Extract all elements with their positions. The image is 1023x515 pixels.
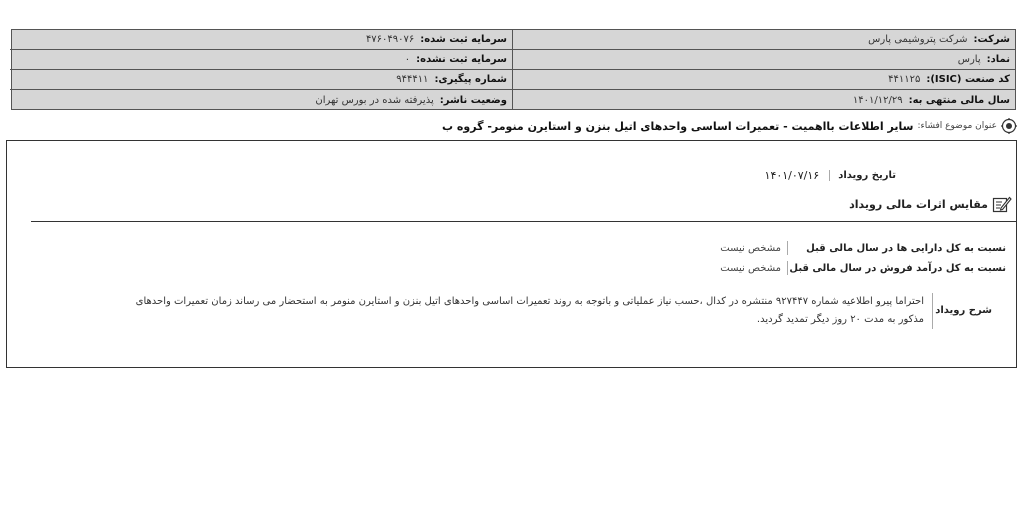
publisher-status-cell <box>10 90 512 110</box>
isic-cell <box>512 70 1015 90</box>
unregistered-capital-cell <box>10 50 512 70</box>
symbol-label: نماد: <box>986 54 1010 65</box>
event-date-label: تاریخ رویداد <box>829 170 896 181</box>
tracking-number-value: ۹۴۴۴۱۱ <box>396 74 429 85</box>
ratio-separator <box>787 241 788 255</box>
registered-capital-cell <box>10 30 512 50</box>
fiscal-year-value: ۱۴۰۱/۱۲/۲۹ <box>852 94 903 106</box>
company-info-table <box>11 29 1016 110</box>
event-description-row <box>72 293 992 329</box>
fiscal-year-label: سال مالی منتهی به: <box>908 94 1010 106</box>
isic-label: کد صنعت (ISIC): <box>926 74 1010 85</box>
event-panel <box>6 140 1017 368</box>
financial-effects-title: مقایس اثرات مالی رویداد <box>849 197 988 211</box>
target-icon <box>1001 118 1017 134</box>
unregistered-capital-label: سرمایه ثبت نشده: <box>416 54 507 65</box>
event-date-row <box>765 169 896 182</box>
isic-value: ۴۴۱۱۲۵ <box>888 74 921 85</box>
section-divider <box>31 221 1016 222</box>
unregistered-capital-value: ۰ <box>404 54 411 65</box>
ratio-assets-value: مشخص نیست <box>720 242 781 254</box>
ratio-revenue-row <box>720 261 1006 275</box>
tracking-number-cell <box>10 70 512 90</box>
fiscal-year-cell <box>512 90 1015 110</box>
ratio-revenue-label: نسبت به کل درآمد فروش در سال مالی قبل <box>789 262 1006 274</box>
symbol-value: پارس <box>957 54 981 65</box>
company-cell <box>512 30 1015 50</box>
publisher-status-label: وضعیت ناشر: <box>439 94 507 106</box>
symbol-cell <box>512 50 1015 70</box>
financial-effects-heading <box>849 195 1012 213</box>
event-description-text: احتراما پیرو اطلاعیه شماره ۹۲۷۴۴۷ منتشره در کدال ،حسب نیاز عملیاتی و باتوجه به روند تعمیرات اساسی واحدهای اتیل بنزن و استایرن منومر به استحضار می رساند زمان تعمیرات واحدهای مذکور به مدت ۲۰ روز دیگر تمدید گردید. <box>135 296 924 325</box>
event-date-value: ۱۴۰۱/۰۷/۱۶ <box>764 169 820 182</box>
company-value: شرکت پتروشیمی پارس <box>868 34 968 45</box>
tracking-number-label: شماره پیگیری: <box>434 74 507 85</box>
ratio-assets-label: نسبت به کل دارایی ها در سال مالی قبل <box>806 242 1006 254</box>
company-label: شرکت: <box>973 34 1010 45</box>
subject-title: سایر اطلاعات بااهمیت - تعمیرات اساسی واحدهای اتیل بنزن و استایرن منومر- گروه ب <box>442 119 914 133</box>
registered-capital-label: سرمایه ثبت شده: <box>420 34 507 45</box>
edit-note-icon <box>992 195 1012 213</box>
ratio-assets-row <box>720 241 1006 255</box>
ratio-revenue-value: مشخص نیست <box>720 262 781 274</box>
ratio-separator <box>787 261 788 275</box>
publisher-status-value: پذیرفته شده در بورس تهران <box>315 94 434 106</box>
registered-capital-value: ۴۷۶۰۴۹۰۷۶ <box>365 34 415 45</box>
disclosure-subject <box>442 118 1017 134</box>
event-description-label: شرح رویداد <box>932 293 992 329</box>
subject-prefix: عنوان موضوع افشاء: <box>917 121 997 131</box>
